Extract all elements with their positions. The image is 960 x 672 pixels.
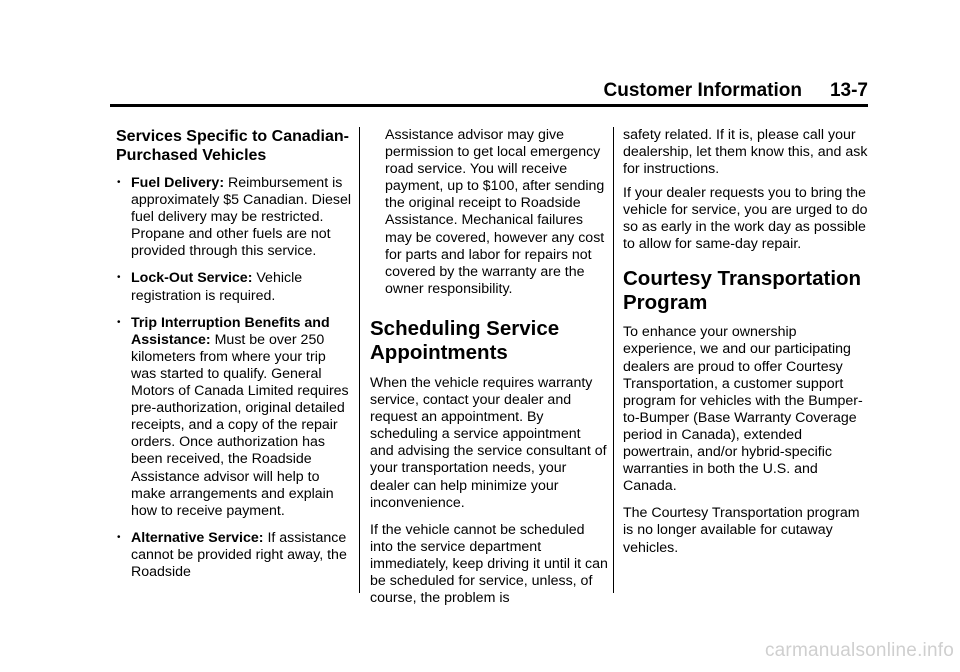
- bullet-icon: •: [117, 272, 121, 284]
- page-number: 13-7: [829, 80, 868, 101]
- list-item-text: Vehicle registration is required.: [131, 270, 303, 304]
- paragraph: If the vehicle cannot be scheduled into the service department immediately, keep driving it until it can be scheduled for service, unless, of course, the problem is: [370, 521, 608, 607]
- list-item-term: Alternative Service:: [131, 529, 264, 546]
- bullet-icon: •: [117, 531, 121, 543]
- section-heading-canadian-services: Services Specific to Canadian-Purchased Vehicles: [116, 128, 349, 164]
- column-1: [116, 127, 352, 581]
- list-item-term: Trip Interruption Benefits and Assistance:: [131, 314, 330, 348]
- list-item-text: If assistance cannot be provided right away, the Roadside: [131, 529, 347, 580]
- list-item-text: Reimbursement is approximately $5 Canadian. Diesel fuel delivery may be restricted. Propane and other fuels are not provided through this service.: [131, 175, 352, 260]
- bullet-icon: •: [117, 316, 121, 328]
- list-item-lock-out: [116, 270, 352, 304]
- column-divider: [359, 127, 360, 593]
- list-item-term: Fuel Delivery:: [131, 175, 225, 191]
- list-item-term: Lock-Out Service:: [131, 270, 253, 287]
- watermark: carmanualsonline.info: [764, 640, 954, 661]
- section-heading-courtesy-transportation: Courtesy Transportation Program: [623, 267, 862, 315]
- list-item-fuel-delivery: [116, 175, 352, 260]
- paragraph-continued: Assistance advisor may give permission to get local emergency road service. You will receive payment, up to $100, after sending the original receipt to Roadside Assistance. Mechanical failures may be covered, however any cost for parts and labor for repairs not covered by the warranty are the owner responsibility.: [385, 127, 605, 297]
- paragraph: If your dealer requests you to bring the vehicle for service, you are urged to do so as early in the work day as possible to allow for same-day repair.: [623, 185, 868, 253]
- paragraph: The Courtesy Transportation program is no longer available for cutaway vehicles.: [623, 505, 860, 556]
- paragraph: When the vehicle requires warranty service, contact your dealer and request an appointment. By scheduling a service appointment and advising the service consultant of your transportation needs, your dealer can help minimize your inconvenience.: [370, 375, 607, 511]
- column-divider: [613, 127, 614, 593]
- list-item-text: Must be over 250 kilometers from where your trip was started to qualify. General Motors of Canada Limited requires pre-authorization, original detailed receipts, and a copy of the repair orders. Once authorization has been received, the Roadside Assistance advisor will help to make arrangements and explain how to receive payment.: [131, 331, 349, 519]
- paragraph: To enhance your ownership experience, we and our participating dealers are proud to offer Courtesy Transportation, a customer support program for vehicles with the Bumper-to-Bumper (Base Warranty Coverage period in Canada), extended powertrain, and/or hybrid-specific warranties in both the U.S. and Canada.: [623, 324, 863, 495]
- section-heading-scheduling: Scheduling Service Appointments: [370, 317, 560, 364]
- page-header: [110, 80, 868, 107]
- header-title: [604, 80, 868, 102]
- services-list: [116, 175, 352, 581]
- paragraph-continued: safety related. If it is, please call your dealership, let them know this, and ask for instructions.: [623, 127, 868, 178]
- list-item-trip-interruption: [116, 315, 352, 520]
- list-item-alternative-service: [116, 530, 352, 581]
- column-3: [623, 127, 868, 557]
- column-2: [370, 127, 608, 607]
- bullet-icon: •: [117, 177, 121, 188]
- section-title: Customer Information: [603, 80, 802, 101]
